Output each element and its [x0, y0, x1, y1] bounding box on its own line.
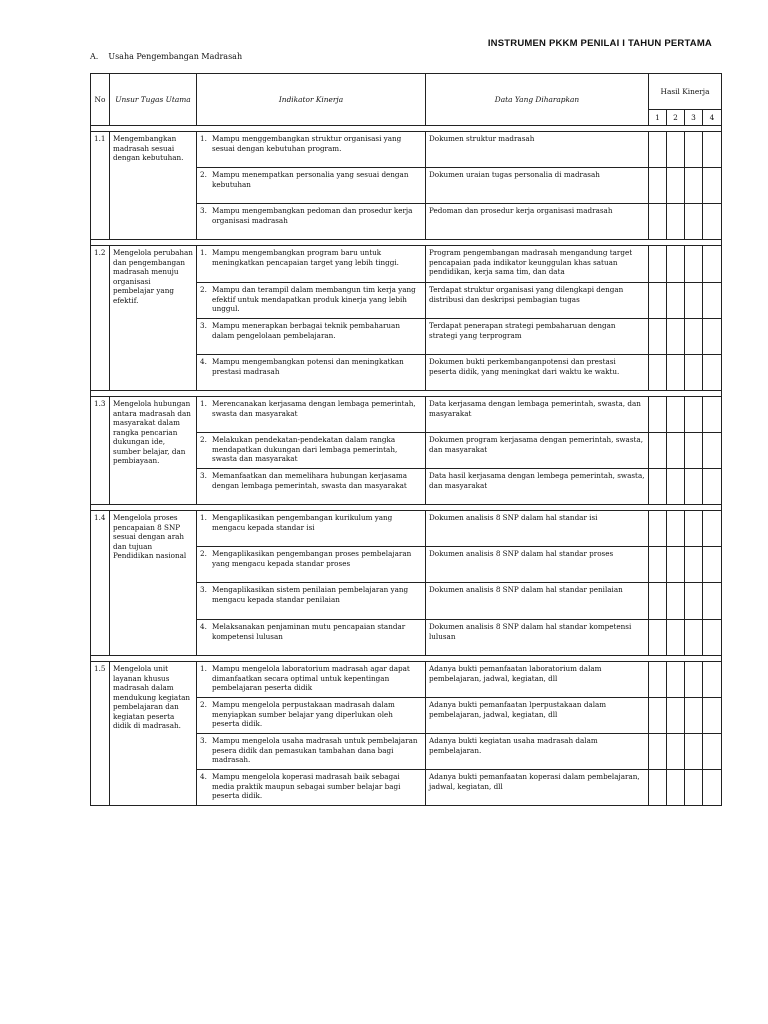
score-cell-2[interactable] — [667, 583, 685, 620]
indicator-number: 2. — [200, 700, 207, 709]
indicator-cell — [197, 698, 426, 734]
expected-data: Dokumen analisis 8 SNP dalam hal standar isi — [426, 511, 649, 547]
score-cell-1[interactable] — [649, 511, 667, 547]
indicator-text: Mampu mengelola koperasi madrasah baik sebagai media praktik maupun sebagai sumber belajar bagi peserta didik. — [212, 772, 401, 800]
score-cell-2[interactable] — [667, 168, 685, 204]
indicator-number: 2. — [200, 285, 207, 294]
indicator-cell — [197, 547, 426, 583]
score-cell-4[interactable] — [703, 620, 722, 656]
indicator-cell — [197, 620, 426, 656]
score-cell-1[interactable] — [649, 620, 667, 656]
indicator-number: 4. — [200, 622, 207, 631]
score-cell-3[interactable] — [685, 583, 703, 620]
score-cell-2[interactable] — [667, 132, 685, 168]
group-number: 1.3 — [91, 397, 110, 505]
score-cell-4[interactable] — [703, 283, 722, 319]
indicator-text: Mampu menerapkan berbagai teknik pembaharuan dalam pengelolaan pembelajaran. — [212, 321, 400, 340]
group-number: 1.1 — [91, 132, 110, 240]
score-cell-2[interactable] — [667, 246, 685, 283]
score-cell-4[interactable] — [703, 547, 722, 583]
indicator-cell — [197, 204, 426, 240]
indicator-line — [200, 321, 422, 340]
score-cell-3[interactable] — [685, 283, 703, 319]
expected-data: Data kerjasama dengan lembaga pemerintah, swasta, dan masyarakat — [426, 397, 649, 433]
table-row — [91, 662, 722, 698]
header-unsur: Unsur Tugas Utama — [110, 74, 197, 126]
indicator-cell — [197, 662, 426, 698]
header-hasil: Hasil Kinerja — [649, 74, 722, 110]
score-cell-2[interactable] — [667, 770, 685, 806]
table-row — [91, 246, 722, 283]
indicator-number: 1. — [200, 513, 207, 522]
indicator-number: 4. — [200, 772, 207, 781]
expected-data: Dokumen uraian tugas personalia di madrasah — [426, 168, 649, 204]
indicator-number: 2. — [200, 549, 207, 558]
score-cell-2[interactable] — [667, 204, 685, 240]
score-cell-1[interactable] — [649, 469, 667, 505]
score-cell-1[interactable] — [649, 355, 667, 391]
indicator-number: 3. — [200, 321, 207, 330]
header-score-3: 3 — [685, 110, 703, 126]
table-row — [91, 511, 722, 547]
indicator-line — [200, 285, 422, 314]
unsur-tugas: Mengelola perubahan dan pengembangan madrasah menuju organisasi pembelajar yang efektif. — [110, 246, 197, 391]
header-score-1: 1 — [649, 110, 667, 126]
group-number: 1.4 — [91, 511, 110, 656]
score-cell-2[interactable] — [667, 319, 685, 355]
indicator-line — [200, 513, 422, 532]
score-cell-3[interactable] — [685, 433, 703, 469]
unsur-tugas: Mengelola unit layanan khusus madrasah dalam mendukung kegiatan pembelajaran dan kegiatan peserta didik di madrasah. — [110, 662, 197, 806]
score-cell-4[interactable] — [703, 397, 722, 433]
score-cell-1[interactable] — [649, 283, 667, 319]
score-cell-3[interactable] — [685, 469, 703, 505]
expected-data: Pedoman dan prosedur kerja organisasi madrasah — [426, 204, 649, 240]
score-cell-1[interactable] — [649, 770, 667, 806]
indicator-cell — [197, 283, 426, 319]
score-cell-3[interactable] — [685, 620, 703, 656]
expected-data: Terdapat struktur organisasi yang dilengkapi dengan distribusi dan deskripsi pembagian tugas — [426, 283, 649, 319]
score-cell-1[interactable] — [649, 168, 667, 204]
indicator-line — [200, 357, 422, 376]
indicator-text: Mampu mengelola usaha madrasah untuk pembelajaran pesera didik dan pemasukan tambahan dana bagi madrasah. — [212, 736, 418, 764]
indicator-line — [200, 206, 422, 225]
expected-data: Dokumen analisis 8 SNP dalam hal standar proses — [426, 547, 649, 583]
score-cell-4[interactable] — [703, 662, 722, 698]
score-cell-4[interactable] — [703, 433, 722, 469]
indicator-text: Memanfaatkan dan memelihara hubungan kerjasama dengan lembaga pemerintah, swasta dan masyarakat — [212, 471, 408, 490]
score-cell-3[interactable] — [685, 355, 703, 391]
indicator-line — [200, 772, 422, 801]
section-title — [90, 52, 252, 61]
assessment-table — [90, 73, 722, 806]
indicator-line — [200, 170, 422, 189]
unsur-tugas: Mengelola hubungan antara madrasah dan masyarakat dalam rangka pencarian dukungan ide, sumber belajar, dan pembiayaan. — [110, 397, 197, 505]
score-cell-1[interactable] — [649, 319, 667, 355]
score-cell-4[interactable] — [703, 168, 722, 204]
score-cell-3[interactable] — [685, 547, 703, 583]
score-cell-3[interactable] — [685, 204, 703, 240]
section-name: Usaha Pengembangan Madrasah — [108, 52, 243, 61]
indicator-line — [200, 248, 422, 267]
indicator-text: Mampu mengembangkan pedoman dan prosedur kerja organisasi madrasah — [212, 206, 413, 225]
score-cell-2[interactable] — [667, 283, 685, 319]
score-cell-1[interactable] — [649, 698, 667, 734]
indicator-number: 3. — [200, 471, 207, 480]
score-cell-3[interactable] — [685, 132, 703, 168]
expected-data: Program pengembangan madrasah mengandung target pencapaian pada indikator keunggulan khas satuan pendidikan, kerja sama tim, dan data — [426, 246, 649, 283]
score-cell-2[interactable] — [667, 698, 685, 734]
indicator-text: Merencanakan kerjasama dengan lembaga pemerintah, swasta dan masyarakat — [212, 399, 416, 418]
indicator-text: Mampu menempatkan personalia yang sesuai dengan kebutuhan — [212, 170, 409, 189]
expected-data: Adanya bukti pemanfaatan koperasi dalam pembelajaran, jadwal, kegiatan, dll — [426, 770, 649, 806]
indicator-line — [200, 134, 422, 153]
indicator-number: 2. — [200, 170, 207, 179]
indicator-cell — [197, 433, 426, 469]
indicator-text: Mampu mengelola laboratorium madrasah agar dapat dimanfaatkan secara optimal untuk kepentingan pembelajaran peserta didik — [212, 664, 410, 692]
score-cell-2[interactable] — [667, 662, 685, 698]
unsur-tugas: Mengelola proses pencapaian 8 SNP sesuai dengan arah dan tujuan Pendidikan nasional — [110, 511, 197, 656]
score-cell-1[interactable] — [649, 734, 667, 770]
score-cell-4[interactable] — [703, 246, 722, 283]
score-cell-4[interactable] — [703, 319, 722, 355]
indicator-cell — [197, 770, 426, 806]
score-cell-2[interactable] — [667, 469, 685, 505]
expected-data: Dokumen struktur madrasah — [426, 132, 649, 168]
expected-data: Dokumen bukti perkembanganpotensi dan prestasi peserta didik, yang meningkat dari waktu ke waktu. — [426, 355, 649, 391]
indicator-cell — [197, 319, 426, 355]
indicator-cell — [197, 583, 426, 620]
score-cell-3[interactable] — [685, 246, 703, 283]
indicator-text: Mengaplikasikan sistem penilaian pembelajaran yang mengacu kepada standar penilaian — [212, 585, 409, 604]
indicator-cell — [197, 511, 426, 547]
score-cell-3[interactable] — [685, 698, 703, 734]
header-indikator: Indikator Kinerja — [197, 74, 426, 126]
score-cell-1[interactable] — [649, 433, 667, 469]
indicator-number: 2. — [200, 435, 207, 444]
score-cell-1[interactable] — [649, 397, 667, 433]
indicator-text: Mampu mengembangkan potensi dan meningkatkan prestasi madrasah — [212, 357, 404, 376]
score-cell-4[interactable] — [703, 511, 722, 547]
indicator-text: Mengaplikasikan pengembangan kurikulum yang mengacu kepada standar isi — [212, 513, 393, 532]
indicator-number: 1. — [200, 248, 207, 257]
indicator-cell — [197, 469, 426, 505]
indicator-line — [200, 471, 422, 490]
indicator-line — [200, 549, 422, 568]
indicator-number: 1. — [200, 399, 207, 408]
score-cell-1[interactable] — [649, 204, 667, 240]
table-row — [91, 132, 722, 168]
indicator-number: 4. — [200, 357, 207, 366]
table-row — [91, 397, 722, 433]
header-no: No — [91, 74, 110, 126]
document-title: INSTRUMEN PKKM PENILAI I TAHUN PERTAMA — [487, 38, 712, 49]
unsur-tugas: Mengembangkan madrasah sesuai dengan kebutuhan. — [110, 132, 197, 240]
expected-data: Data hasil kerjasama dengan lembega pemerintah, swasta, dan masyarakat — [426, 469, 649, 505]
indicator-text: Melaksanakan penjaminan mutu pencapaian standar kompetensi lulusan — [212, 622, 406, 641]
score-cell-1[interactable] — [649, 547, 667, 583]
score-cell-2[interactable] — [667, 355, 685, 391]
score-cell-4[interactable] — [703, 583, 722, 620]
score-cell-2[interactable] — [667, 397, 685, 433]
indicator-cell — [197, 355, 426, 391]
score-cell-3[interactable] — [685, 168, 703, 204]
score-cell-2[interactable] — [667, 433, 685, 469]
score-cell-3[interactable] — [685, 511, 703, 547]
indicator-line — [200, 700, 422, 729]
indicator-number: 3. — [200, 736, 207, 745]
indicator-line — [200, 664, 422, 693]
score-cell-3[interactable] — [685, 734, 703, 770]
indicator-text: Mampu mengelola perpustakaan madrasah dalam menyiapkan sumber belajar yang diperlukan oleh peserta didik. — [212, 700, 395, 728]
expected-data: Adanya bukti pemanfaatan lperpustakaan dalam pembelajaran, jadwal, kegiatan, dll — [426, 698, 649, 734]
score-cell-3[interactable] — [685, 397, 703, 433]
score-cell-2[interactable] — [667, 547, 685, 583]
indicator-number: 1. — [200, 664, 207, 673]
indicator-cell — [197, 246, 426, 283]
score-cell-3[interactable] — [685, 662, 703, 698]
expected-data: Dokumen program kerjasama dengan pemerintah, swasta, dan masyarakat — [426, 433, 649, 469]
indicator-number: 1. — [200, 134, 207, 143]
score-cell-4[interactable] — [703, 132, 722, 168]
indicator-line — [200, 399, 422, 418]
header-score-2: 2 — [667, 110, 685, 126]
indicator-line — [200, 585, 422, 604]
score-cell-4[interactable] — [703, 734, 722, 770]
section-letter: A. — [90, 52, 99, 61]
score-cell-2[interactable] — [667, 511, 685, 547]
expected-data: Dokumen analisis 8 SNP dalam hal standar kompetensi lulusan — [426, 620, 649, 656]
score-cell-3[interactable] — [685, 319, 703, 355]
score-cell-1[interactable] — [649, 132, 667, 168]
score-cell-2[interactable] — [667, 734, 685, 770]
indicator-line — [200, 435, 422, 464]
indicator-text: Mampu dan terampil dalam membangun tim kerja yang efektif untuk mendapatkan produk kinerja yang lebih unggul. — [212, 285, 416, 313]
indicator-text: Melakukan pendekatan-pendekatan dalam rangka mendapatkan dukungan dari lembaga pemerintah, swasta dan masyarakat — [212, 435, 398, 463]
group-number: 1.2 — [91, 246, 110, 391]
expected-data: Adanya bukti pemanfaatan laboratorium dalam pembelajaran, jadwal, kegiatan, dll — [426, 662, 649, 698]
group-number: 1.5 — [91, 662, 110, 806]
indicator-number: 3. — [200, 585, 207, 594]
score-cell-4[interactable] — [703, 469, 722, 505]
indicator-line — [200, 736, 422, 765]
expected-data: Terdapat penerapan strategi pembaharuan dengan strategi yang terprogram — [426, 319, 649, 355]
score-cell-4[interactable] — [703, 355, 722, 391]
indicator-line — [200, 622, 422, 641]
score-cell-4[interactable] — [703, 204, 722, 240]
score-cell-1[interactable] — [649, 662, 667, 698]
expected-data: Adanya bukti kegiatan usaha madrasah dalam pembelajaran. — [426, 734, 649, 770]
score-cell-2[interactable] — [667, 620, 685, 656]
score-cell-4[interactable] — [703, 770, 722, 806]
score-cell-1[interactable] — [649, 583, 667, 620]
indicator-cell — [197, 734, 426, 770]
expected-data: Dokumen analisis 8 SNP dalam hal standar penilaian — [426, 583, 649, 620]
score-cell-1[interactable] — [649, 246, 667, 283]
indicator-cell — [197, 397, 426, 433]
indicator-text: Mampu menggembangkan struktur organisasi yang sesuai dengan kebutuhan program. — [212, 134, 402, 153]
score-cell-3[interactable] — [685, 770, 703, 806]
indicator-cell — [197, 132, 426, 168]
indicator-number: 3. — [200, 206, 207, 215]
score-cell-4[interactable] — [703, 698, 722, 734]
indicator-text: Mampu mengembangkan program baru untuk meningkatkan pencapaian target yang lebih tinggi. — [212, 248, 399, 267]
indicator-cell — [197, 168, 426, 204]
header-score-4: 4 — [703, 110, 722, 126]
header-data: Data Yang Diharapkan — [426, 74, 649, 126]
indicator-text: Mengaplikasikan pengembangan proses pembelajaran yang mengacu kepada standar proses — [212, 549, 412, 568]
